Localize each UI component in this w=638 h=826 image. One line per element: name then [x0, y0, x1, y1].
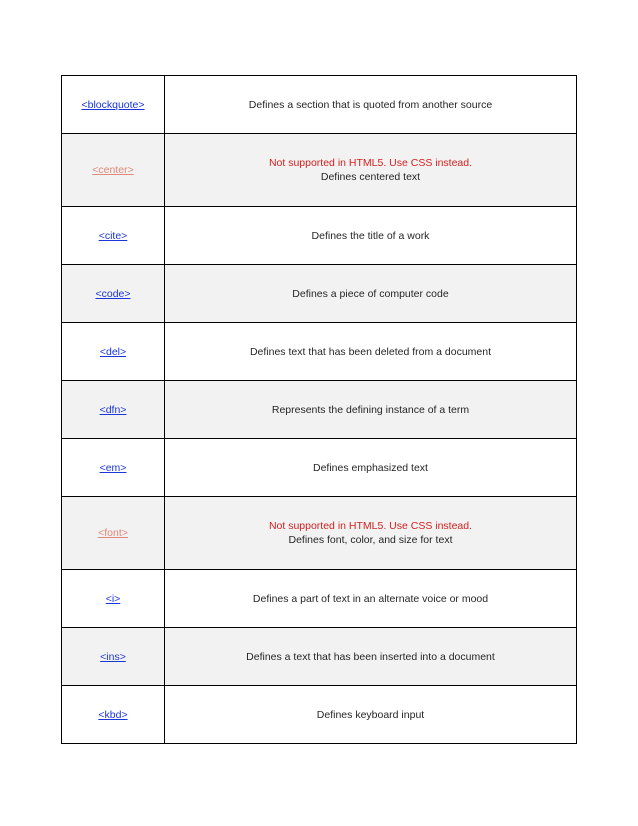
table-row	[62, 628, 577, 686]
description-cell	[165, 76, 577, 134]
description-cell	[165, 570, 577, 628]
tag-description: Defines the title of a work	[311, 229, 430, 242]
tag-description: Defines a part of text in an alternate voice or mood	[252, 592, 489, 605]
deprecation-warning: Not supported in HTML5. Use CSS instead.	[268, 157, 473, 169]
tag-link[interactable]: <center>	[92, 164, 134, 176]
tag-link[interactable]: <ins>	[100, 650, 126, 663]
tag-link[interactable]: <del>	[99, 345, 127, 358]
tag-description: Defines font, color, and size for text	[288, 534, 453, 546]
table-row	[62, 439, 577, 497]
description-cell	[165, 439, 577, 497]
tag-cell	[62, 207, 165, 265]
tag-cell	[62, 323, 165, 381]
tag-description: Defines centered text	[320, 171, 421, 183]
tag-description: Defines keyboard input	[316, 708, 425, 721]
tag-link[interactable]: <i>	[105, 592, 121, 605]
tag-link[interactable]: <code>	[95, 287, 131, 300]
description-cell	[165, 381, 577, 439]
description-cell	[165, 497, 577, 570]
tag-cell	[62, 76, 165, 134]
tag-description: Defines a section that is quoted from another source	[248, 98, 493, 111]
description-cell	[165, 323, 577, 381]
tag-cell	[62, 265, 165, 323]
tag-link[interactable]: <kbd>	[98, 708, 128, 721]
description-cell	[165, 134, 577, 207]
description-cell	[165, 265, 577, 323]
table-row	[62, 570, 577, 628]
description-cell	[165, 628, 577, 686]
table-row	[62, 323, 577, 381]
table-row	[62, 265, 577, 323]
tag-cell	[62, 570, 165, 628]
description-cell	[165, 686, 577, 744]
tag-cell	[62, 497, 165, 570]
html-tag-reference-table	[61, 75, 577, 744]
tag-cell	[62, 628, 165, 686]
table-row	[62, 686, 577, 744]
tag-description: Defines a text that has been inserted into a document	[246, 650, 495, 663]
tag-cell	[62, 686, 165, 744]
tag-link[interactable]: <em>	[99, 461, 127, 474]
tag-description: Defines text that has been deleted from a document	[249, 345, 492, 358]
deprecation-warning: Not supported in HTML5. Use CSS instead.	[268, 520, 473, 532]
tag-cell	[62, 439, 165, 497]
tag-link[interactable]: <cite>	[98, 229, 128, 242]
tag-link[interactable]: <blockquote>	[81, 98, 145, 111]
tag-cell	[62, 134, 165, 207]
table-row	[62, 207, 577, 265]
table-body	[62, 76, 577, 744]
table-row	[62, 76, 577, 134]
tag-link[interactable]: <dfn>	[99, 403, 127, 416]
table-row	[62, 381, 577, 439]
description-cell	[165, 207, 577, 265]
table-row	[62, 497, 577, 570]
tag-description: Represents the defining instance of a term	[271, 403, 470, 416]
tag-description: Defines emphasized text	[313, 461, 428, 474]
tag-cell	[62, 381, 165, 439]
tag-description: Defines a piece of computer code	[292, 287, 449, 300]
table-row	[62, 134, 577, 207]
tag-link[interactable]: <font>	[98, 527, 128, 539]
